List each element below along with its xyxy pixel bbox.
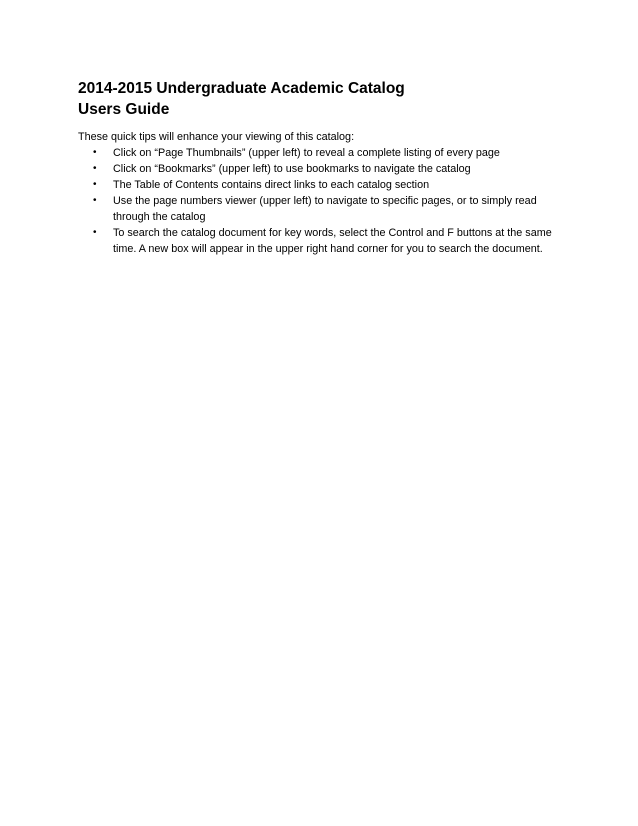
tip-text: The Table of Contents contains direct links to each catalog section xyxy=(113,179,430,191)
tip-item xyxy=(78,193,568,225)
tip-text: Click on “Bookmarks” (upper left) to use bookmarks to navigate the catalog xyxy=(113,163,471,175)
intro-text: These quick tips will enhance your viewing of this catalog: xyxy=(78,131,355,143)
tip-item xyxy=(78,177,568,193)
bullet-icon: • xyxy=(93,163,97,174)
title-line-1: 2014-2015 Undergraduate Academic Catalog xyxy=(78,80,405,97)
tip-text: Click on “Page Thumbnails” (upper left) to reveal a complete listing of every page xyxy=(113,147,500,159)
bullet-icon: • xyxy=(93,195,97,206)
document-title xyxy=(78,78,568,120)
title-line-2: Users Guide xyxy=(78,101,170,118)
bullet-icon: • xyxy=(93,227,97,238)
bullet-icon: • xyxy=(93,147,97,158)
tip-item xyxy=(78,225,568,257)
tip-item xyxy=(78,161,568,177)
tips-list xyxy=(78,145,568,257)
bullet-icon: • xyxy=(93,179,97,190)
tip-item xyxy=(78,145,568,161)
tip-text: To search the catalog document for key words, select the Control and F buttons at the same time. A new box will appear in the upper right hand corner for you to search the document. xyxy=(113,227,552,255)
tip-text: Use the page numbers viewer (upper left) to navigate to specific pages, or to simply read through the catalog xyxy=(113,195,537,223)
page-content xyxy=(78,78,568,257)
